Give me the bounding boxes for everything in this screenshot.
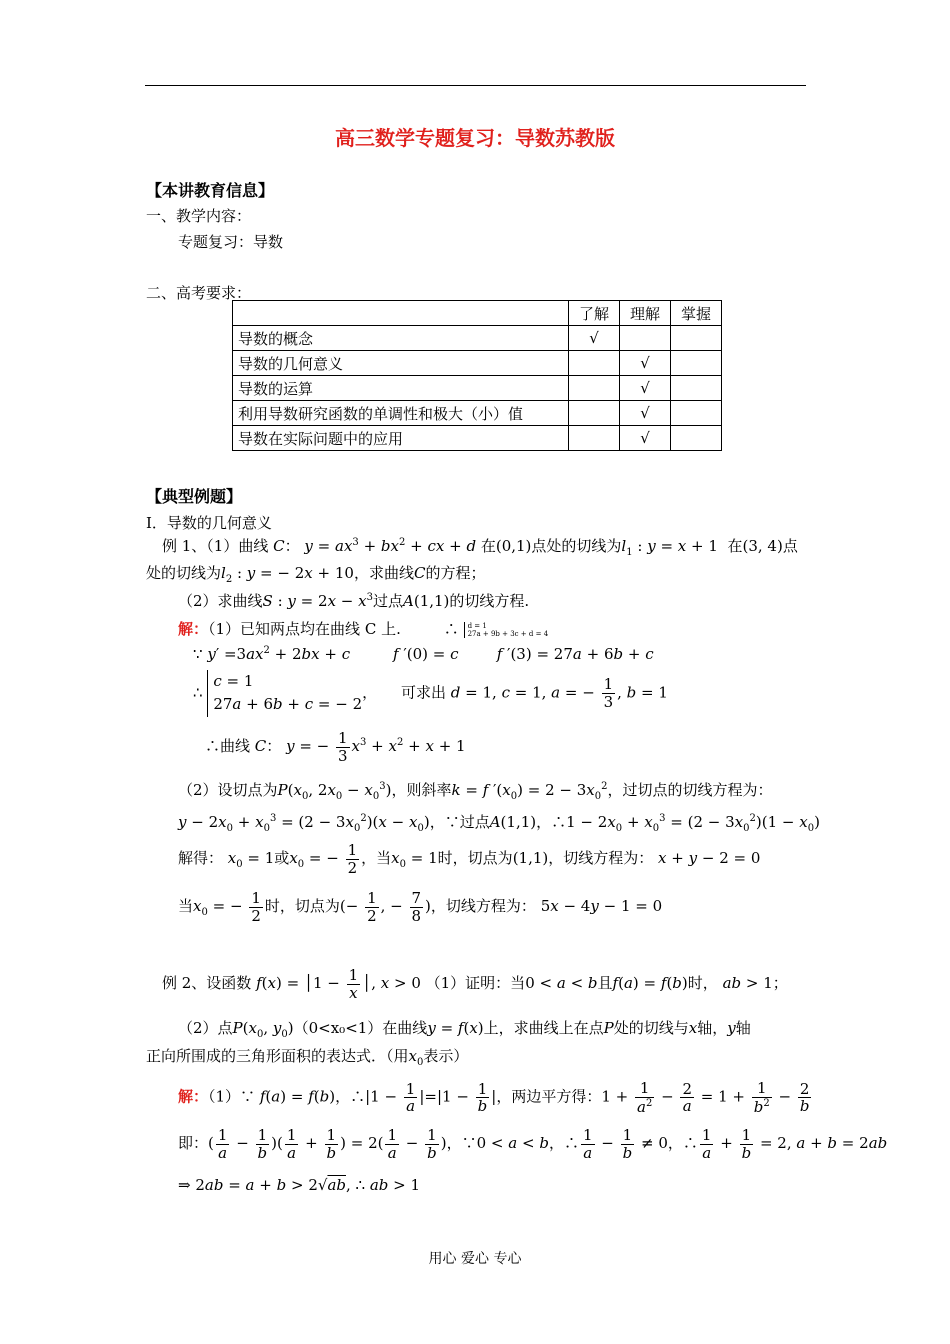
table-cell-topic: 导数的运算	[233, 376, 569, 401]
ex2-solution-line3: ⇒ 2ab = a + b > 2√ab, ∴ ab > 1	[178, 1176, 421, 1194]
ex1-solution-line3: ∴ c = 1 27a + 6b + c = − 2， 可求出 d = 1, c = 1, a = − $\frac{1}{3}$ , b = 1	[193, 670, 668, 717]
ex1-solution-line1: 解：（1）已知两点均在曲线 C 上. ∴ d = 1 27a + 9b + 3c + d = 4	[178, 620, 549, 638]
table-cell	[671, 326, 722, 351]
ex1-solution-line4: ∴曲线 C： y = − $\frac{1}{3}$ $x^3 + x^2 + x + 1$	[205, 729, 466, 765]
subsection-heading: I．导数的几何意义	[146, 514, 272, 532]
table-row	[233, 351, 722, 376]
item2-label: 二、高考要求：	[146, 284, 252, 302]
table-cell: √	[620, 426, 671, 451]
ex2-line3: 正向所围成的三角形面积的表达式．（用$x_0$表示）	[146, 1047, 469, 1068]
table-header-cell: 掌握	[671, 301, 722, 326]
table-cell: √	[620, 401, 671, 426]
table-cell	[620, 326, 671, 351]
ex1-line1: 例 1、（1）曲线 C： $y = ax^3 + bx^2$ + cx + d 在(0,1)点处的切线为$l_1$ : y = x + 1 在(3, 4)点	[162, 537, 798, 558]
table-cell	[569, 401, 620, 426]
table-cell: √	[620, 376, 671, 401]
section-heading-info: 【本讲教育信息】	[146, 181, 275, 200]
solution-label: 解：	[178, 1087, 209, 1106]
table-cell-topic: 导数的几何意义	[233, 351, 569, 376]
ex1-part2-line1: （2）设切点为$P(x_0$, $2x_0 - x_0^3$)，则斜率k = f $'(x_0) = 2 - 3x_0^2$，过切点的切线方程为：	[178, 781, 773, 802]
table-cell	[569, 376, 620, 401]
table-cell	[671, 351, 722, 376]
section-heading-examples: 【典型例题】	[146, 487, 243, 506]
table-row	[233, 376, 722, 401]
ex2-line2: （2）点$P(x_0$, $y_0)(0<x_0<1)$在曲线y = f(x)上，求曲线上在点P处的切线与x轴，y轴	[178, 1019, 751, 1040]
ex1-solution-line2: ∵ $y' =3ax^2 + 2bx + c$ f ′(0) = c f ′(3) = 27a + 6b + c	[193, 645, 654, 663]
item1-text: 专题复习：导数	[178, 233, 284, 251]
table-cell	[569, 426, 620, 451]
table-header-row	[233, 301, 722, 326]
page-title: 高三数学专题复习：导数苏教版	[335, 126, 615, 150]
table-header-cell: 了解	[569, 301, 620, 326]
table-cell-topic: 导数的概念	[233, 326, 569, 351]
ex2-solution-line2: 即：( $\frac{1}{a}$ − $\frac{1}{b}$ )( $\frac{1}{a}$ + $\frac{1}{b}$ ) = 2( $\frac{1}{a}$ − $\frac{1}{b}$ )，∵0 < a < b，∴ $\frac{1}{a}$ − $\frac{1}{b}$ ≠ 0，∴ $\frac{1}{a}$ + $\frac{1}{b}$ = 2, a + b = 2ab	[178, 1126, 888, 1162]
item1-label: 一、教学内容：	[146, 207, 252, 225]
requirements-table	[232, 300, 722, 451]
ex1-line2: 处的切线为$l_2$ : y = − 2x + 10，求曲线C的方程；	[146, 564, 486, 585]
page-footer: 用心 爱心 专心	[428, 1251, 522, 1267]
ex1-part2-line2: $y - 2x_0 + x_0^3 = (2 - 3x_0^2)(x - x_0)$，∵过点A(1,1)，∴1 − $2x_0 + x_0^3 = (2 - 3x_0^2)(1 - x_0)$	[178, 813, 820, 834]
ex1-part2-line4: 当$x_0$ = − $\frac{1}{2}$ 时，切点为(− $\frac{1}{2}$ , − $\frac{7}{8}$ )，切线方程为： 5x − 4y − 1 = 0	[178, 889, 663, 925]
table-cell	[671, 426, 722, 451]
ex2-solution-line1: 解：（1）∵ f(a) = f(b)，∴|1 − $\frac{1}{a}$ |=|1 − $\frac{1}{b}$ |，两边平方得：1 + $\frac{1}{a^2}$ − $\frac{2}{a}$ = 1 + $\frac{1}{b^2}$ − $\frac{2}{b}$	[178, 1079, 810, 1116]
table-cell-topic: 利用导数研究函数的单调性和极大（小）值	[233, 401, 569, 426]
table-cell	[671, 376, 722, 401]
table-row	[233, 401, 722, 426]
table-header-cell	[233, 301, 569, 326]
table-row	[233, 426, 722, 451]
ex1-part2-line3: 解得： $x_0 = 1$或$x_0$ = − $\frac{1}{2}$ ，当$x_0 = 1$时，切点为(1,1)，切线方程为： x + y − 2 = 0	[178, 841, 761, 877]
table-header-cell: 理解	[620, 301, 671, 326]
solution-label: 解：	[178, 620, 209, 638]
table-cell	[671, 401, 722, 426]
table-row	[233, 326, 722, 351]
table-cell: √	[569, 326, 620, 351]
ex1-line3: （2）求曲线S : $y = 2x - x^3$过点A(1,1)的切线方程.	[178, 592, 530, 610]
table-cell-topic: 导数在实际问题中的应用	[233, 426, 569, 451]
table-cell: √	[620, 351, 671, 376]
ex2-line1: 例 2、设函数 f(x) = │1 − $\frac{1}{x}$ │, x > 0 （1）证明：当0 < a < b且f(a) = f(b)时， ab > 1；	[162, 966, 788, 1002]
header-rule	[145, 85, 806, 86]
table-cell	[569, 351, 620, 376]
